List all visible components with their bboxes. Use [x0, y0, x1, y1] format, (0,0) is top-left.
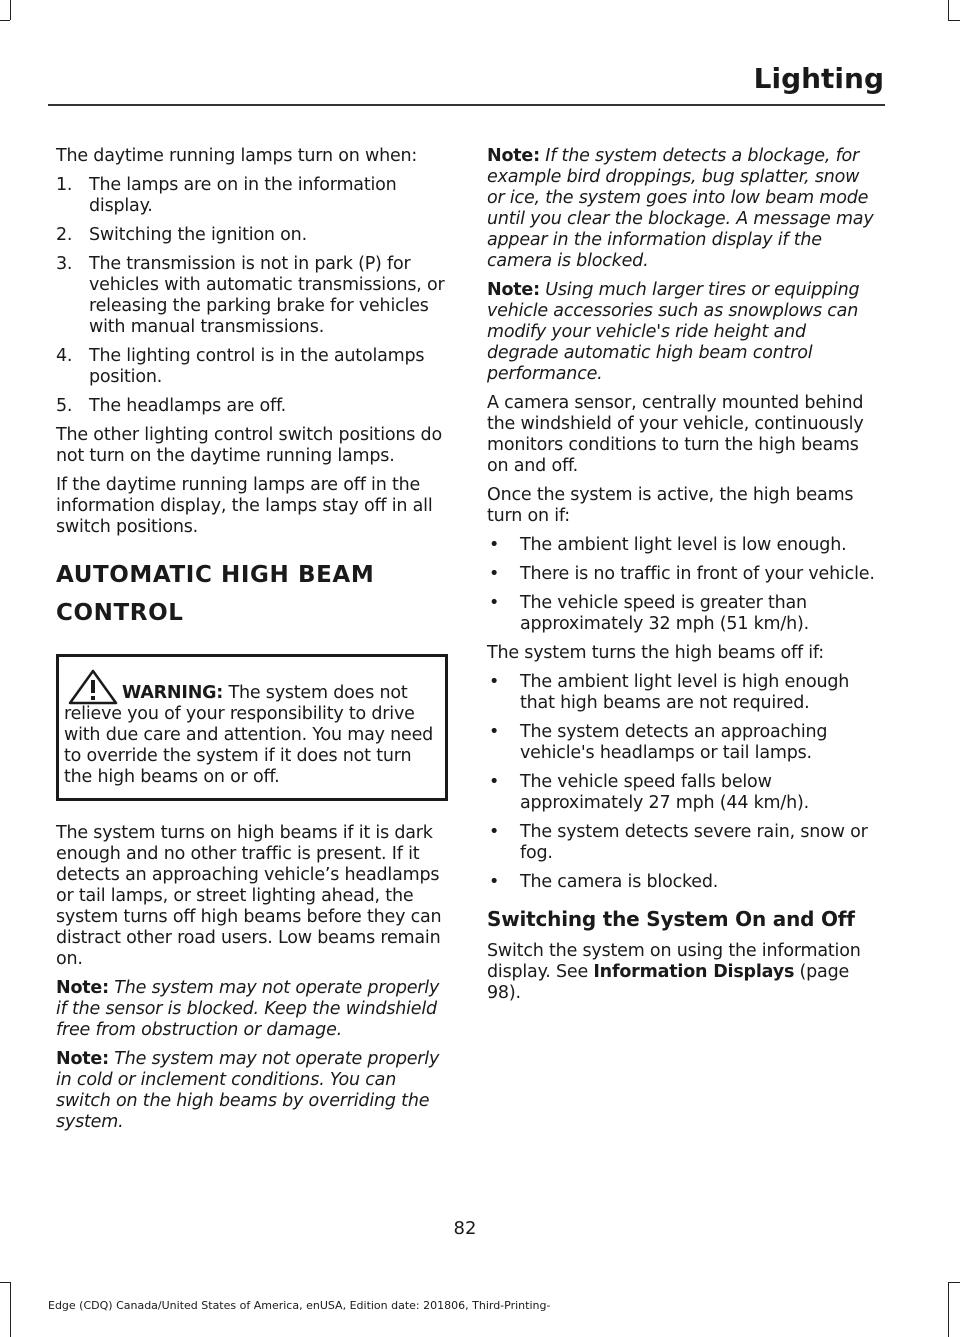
page-title: Lighting [753, 62, 884, 95]
crop-mark [0, 20, 10, 21]
list-item [487, 722, 881, 764]
warning-box [56, 654, 448, 801]
bullet: • [489, 772, 500, 792]
note-text: If the system detects a blockage, for example bird droppings, bug splatter, snow or ice, the system goes into low beam mode until you clear the blockage. A message may appear in the information display if the camera is blocked. [487, 146, 874, 271]
list-number: 4. [56, 346, 73, 366]
high-beam-off-list [487, 672, 881, 893]
bullet: • [489, 535, 500, 555]
list-item [487, 593, 881, 635]
bullet: • [489, 872, 500, 892]
warning-triangle-icon [68, 669, 118, 705]
list-item [487, 872, 881, 893]
list-text: The lighting control is in the autolamps position. [89, 346, 425, 387]
drl-conditions-list [56, 175, 448, 417]
warning-text [64, 683, 439, 788]
note-label: Note: [56, 978, 109, 998]
list-text: The vehicle speed is greater than approximately 32 mph (51 km/h). [520, 593, 809, 634]
note-label: Note: [487, 280, 540, 300]
list-item [487, 772, 881, 814]
note-label: Note: [487, 146, 540, 166]
section-heading: AUTOMATIC HIGH BEAM [56, 562, 375, 588]
crop-mark [10, 0, 11, 20]
note [56, 978, 448, 1041]
crop-mark [10, 1282, 11, 1337]
list-item [487, 672, 881, 714]
warning-label: WARNING: [122, 683, 224, 703]
list-text: The camera is blocked. [520, 872, 719, 892]
list-item [487, 564, 881, 585]
information-displays-link[interactable]: Information Displays [593, 962, 795, 982]
bullet: • [489, 564, 500, 584]
header-divider [48, 104, 885, 106]
paragraph: The system turns the high beams off if: [487, 643, 824, 663]
list-text: The system detects an approaching vehicle's headlamps or tail lamps. [520, 722, 828, 763]
page-number: 82 [453, 1218, 477, 1239]
right-column [487, 146, 881, 1012]
intro-text: The daytime running lamps turn on when: [56, 146, 418, 166]
list-item [56, 225, 448, 246]
list-text: The ambient light level is low enough. [520, 535, 847, 555]
note-text: The system may not operate properly if the sensor is blocked. Keep the windshield free from obstruction or damage. [56, 978, 440, 1040]
list-text: The transmission is not in park (P) for vehicles with automatic transmissions, or releasing the parking brake for vehicles with manual transmissions. [89, 254, 445, 337]
note-label: Note: [56, 1049, 109, 1069]
high-beam-on-list [487, 535, 881, 635]
crop-mark [948, 1282, 960, 1283]
list-text: Switching the ignition on. [89, 225, 307, 245]
crop-mark [948, 1282, 949, 1337]
list-item [56, 175, 448, 217]
list-text: The system detects severe rain, snow or fog. [520, 822, 868, 863]
crop-mark [948, 20, 960, 21]
list-item [56, 396, 448, 417]
crop-mark [948, 0, 949, 20]
paragraph: If the daytime running lamps are off in the information display, the lamps stay off in all switch positions. [56, 475, 433, 537]
list-number: 1. [56, 175, 73, 195]
note-text: The system may not operate properly in cold or inclement conditions. You can switch on the high beams by overriding the system. [56, 1049, 440, 1132]
list-text: The headlamps are off. [89, 396, 287, 416]
paragraph-text: Switch the system on using the information display. See [487, 941, 861, 982]
list-number: 5. [56, 396, 73, 416]
list-item [487, 822, 881, 864]
list-item [487, 535, 881, 556]
paragraph: Once the system is active, the high beams turn on if: [487, 485, 854, 526]
list-text: The ambient light level is high enough that high beams are not required. [520, 672, 850, 713]
left-column [56, 146, 448, 1141]
list-number: 2. [56, 225, 73, 245]
paragraph: A camera sensor, centrally mounted behind the windshield of your vehicle, continuously monitors conditions to turn the high beams on and off. [487, 393, 864, 476]
paragraph-text: (page 98). [487, 962, 850, 1003]
note [487, 146, 881, 272]
list-item [56, 346, 448, 388]
paragraph: The other lighting control switch positions do not turn on the daytime running lamps. [56, 425, 442, 466]
crop-mark [0, 1282, 10, 1283]
list-text: The lamps are on in the information display. [89, 175, 397, 216]
section-heading: CONTROL [56, 600, 184, 626]
list-item [56, 254, 448, 338]
list-number: 3. [56, 254, 73, 274]
list-text: The vehicle speed falls below approximately 27 mph (44 km/h). [520, 772, 809, 813]
bullet: • [489, 822, 500, 842]
list-text: There is no traffic in front of your vehicle. [520, 564, 875, 584]
paragraph [487, 941, 881, 1004]
warning-body: The system does not relieve you of your responsibility to drive with due care and attention. You may need to override the system if it does not turn the high beams on or off. [64, 683, 434, 787]
paragraph: The system turns on high beams if it is dark enough and no other traffic is present. If it detects an approaching vehicle’s headlamps or tail lamps, or street lighting ahead, the system turns off high beams before they can distract other road users. Low beams remain on. [56, 823, 442, 969]
bullet: • [489, 722, 500, 742]
note [56, 1049, 448, 1133]
bullet: • [489, 672, 500, 692]
note [487, 280, 881, 385]
bullet: • [489, 593, 500, 613]
footer-text: Edge (CDQ) Canada/United States of America, enUSA, Edition date: 201806, Third-Printing- [48, 1299, 551, 1312]
note-text: Using much larger tires or equipping vehicle accessories such as snowplows can modify your vehicle's ride height and degrade automatic high beam control performance. [487, 280, 860, 384]
subsection-heading: Switching the System On and Off [487, 907, 855, 931]
